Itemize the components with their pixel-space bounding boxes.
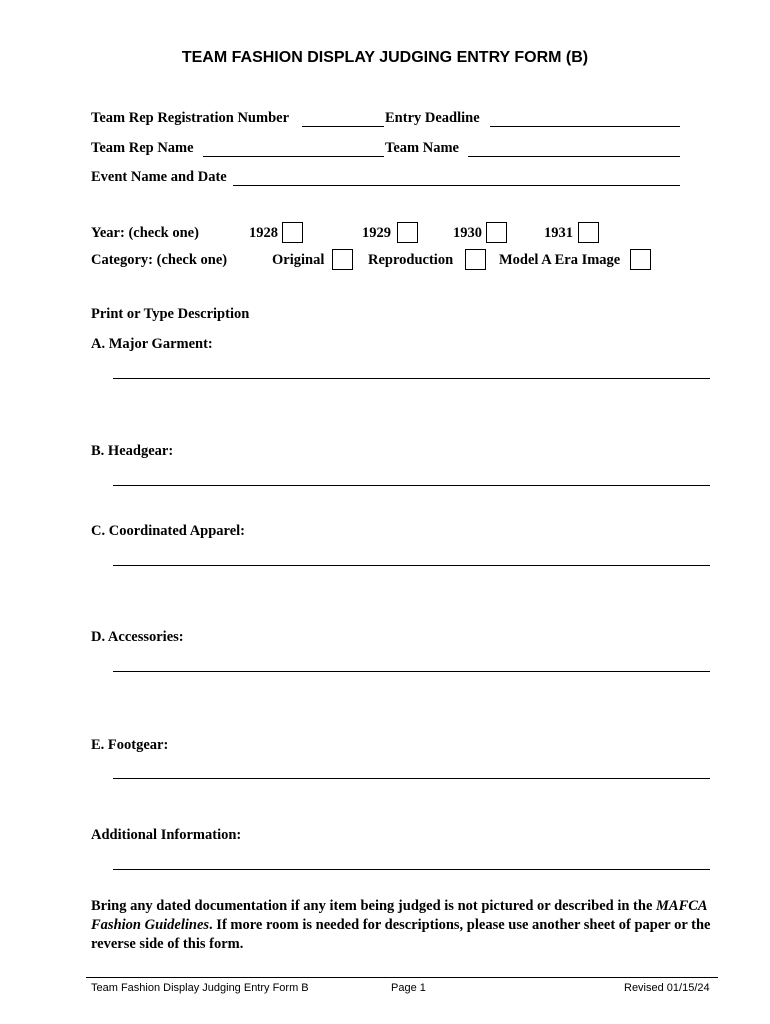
year-option-1930-label: 1930 xyxy=(453,225,482,241)
year-1930-checkbox[interactable] xyxy=(486,222,507,243)
category-original-checkbox[interactable] xyxy=(332,249,353,270)
mafca-guidelines-reference: MAFCA Fashion Guidelines xyxy=(91,898,707,933)
additional-information-input[interactable] xyxy=(113,869,710,870)
accessories-input[interactable] xyxy=(113,671,710,672)
team-name-label: Team Name xyxy=(385,140,459,156)
headgear-label: B. Headgear: xyxy=(91,443,174,459)
accessories-label: D. Accessories: xyxy=(91,629,184,645)
note-text-1: Bring any dated documentation if any item being judged is not pictured or described in the xyxy=(91,898,657,914)
description-heading: Print or Type Description xyxy=(91,306,250,322)
documentation-note xyxy=(91,897,723,954)
year-label: Year: (check one) xyxy=(91,225,199,241)
rep-name-input[interactable] xyxy=(203,156,384,157)
year-option-1928-label: 1928 xyxy=(249,225,278,241)
footer-form-name: Team Fashion Display Judging Entry Form B xyxy=(91,982,309,994)
headgear-input[interactable] xyxy=(113,485,710,486)
footgear-label: E. Footgear: xyxy=(91,737,169,753)
category-reproduction-label: Reproduction xyxy=(368,252,454,268)
footgear-input[interactable] xyxy=(113,778,710,779)
year-1931-checkbox[interactable] xyxy=(578,222,599,243)
category-model-a-era-checkbox[interactable] xyxy=(630,249,651,270)
footer-revised-date: Revised 01/15/24 xyxy=(624,982,710,994)
note-text-2: . If more room is needed for descriptions, please use another sheet of paper or the reverse side of this form. xyxy=(91,917,711,952)
major-garment-input[interactable] xyxy=(113,378,710,379)
rep-registration-input[interactable] xyxy=(302,126,384,127)
footer-divider xyxy=(86,977,718,978)
rep-registration-label: Team Rep Registration Number xyxy=(91,110,290,126)
event-name-date-input[interactable] xyxy=(233,185,680,186)
major-garment-label: A. Major Garment: xyxy=(91,336,213,352)
category-model-a-era-label: Model A Era Image xyxy=(499,252,621,268)
team-name-input[interactable] xyxy=(468,156,680,157)
year-1929-checkbox[interactable] xyxy=(397,222,418,243)
category-reproduction-checkbox[interactable] xyxy=(465,249,486,270)
page-title: TEAM FASHION DISPLAY JUDGING ENTRY FORM (B) xyxy=(181,49,589,66)
category-label: Category: (check one) xyxy=(91,252,228,268)
year-option-1929-label: 1929 xyxy=(362,225,391,241)
year-option-1931-label: 1931 xyxy=(544,225,573,241)
year-1928-checkbox[interactable] xyxy=(282,222,303,243)
coordinated-apparel-input[interactable] xyxy=(113,565,710,566)
rep-name-label: Team Rep Name xyxy=(91,140,194,156)
coordinated-apparel-label: C. Coordinated Apparel: xyxy=(91,523,246,539)
event-name-date-label: Event Name and Date xyxy=(91,169,227,185)
entry-deadline-input[interactable] xyxy=(490,126,680,127)
category-original-label: Original xyxy=(272,252,325,268)
footer-page-number: Page 1 xyxy=(391,982,426,994)
entry-deadline-label: Entry Deadline xyxy=(385,110,480,126)
additional-information-label: Additional Information: xyxy=(91,827,242,843)
